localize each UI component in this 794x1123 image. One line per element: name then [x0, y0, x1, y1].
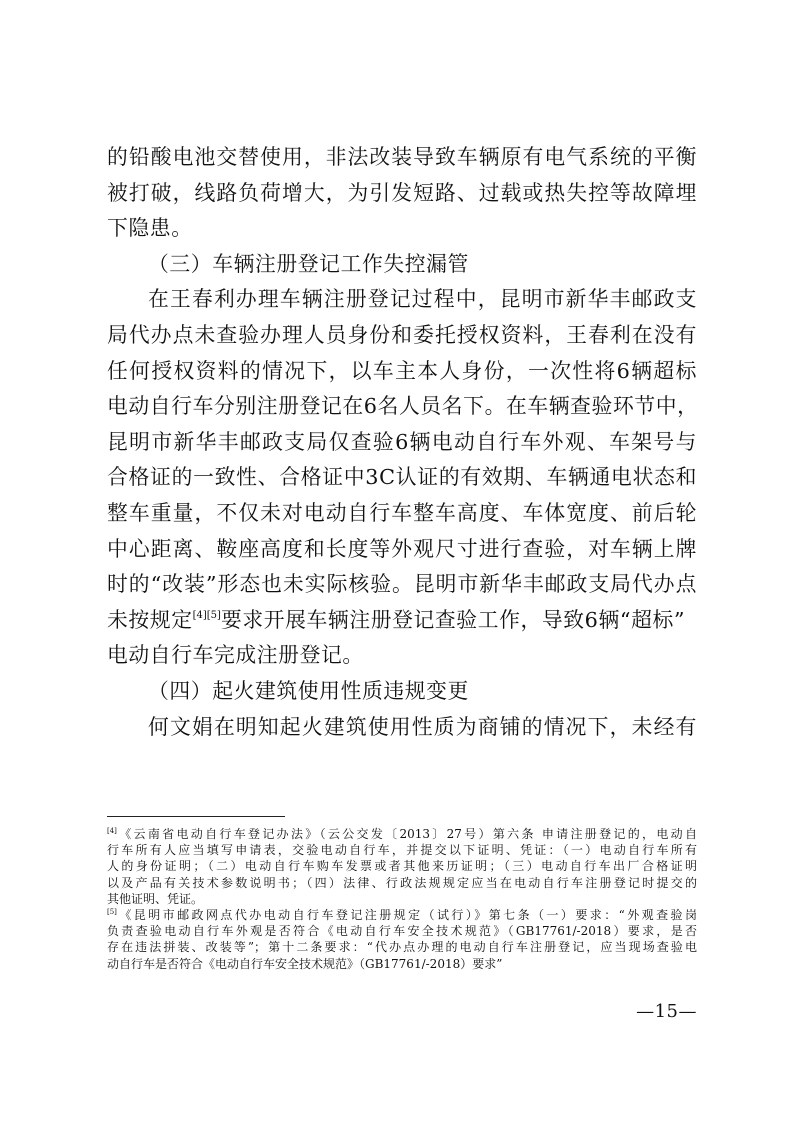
body-text-segment: 要求开展车辆注册登记查验工作，导致6辆“超标”: [220, 607, 686, 632]
footnote-text: 《云南省电动自行车登记办法》（云公交发〔2013〕27号）第六条 申请注册登记的，电动自: [116, 827, 697, 841]
body-paragraph-line: 下隐患。: [107, 216, 193, 241]
footnote-5-line: [107, 907, 697, 923]
body-paragraph-line: 电动自行车分别注册登记在6名人员名下。在车辆查验环节中，: [107, 394, 699, 419]
body-paragraph-line: 被打破，线路负荷增大，为引发短路、过载或热失控等故障埋: [107, 180, 697, 205]
body-paragraph-line: 任何授权资料的情况下，以车主本人身份，一次性将6辆超标: [107, 358, 697, 383]
body-paragraph-line: [107, 603, 697, 639]
body-paragraph-line: 时的“改装”形态也未实际核验。昆明市新华丰邮政支局代办点: [107, 572, 697, 597]
footnote-4-line: 其他证明、凭证。: [107, 891, 204, 906]
section-heading-3: （三）车辆注册登记工作失控漏管: [148, 251, 469, 276]
footnote-5-line: 负责查验电动自行车外观是否符合《电动自行车安全技术规范》（GB17761/-2018）要求，是否: [107, 924, 697, 939]
body-text: [107, 140, 697, 745]
body-paragraph-line: 在王春利办理车辆注册登记过程中，昆明市新华丰邮政支: [148, 287, 697, 312]
body-paragraph-line: 整车重量，不仅未对电动自行车整车高度、车体宽度、前后轮: [107, 500, 697, 525]
footnote-marker: [4]: [107, 827, 117, 835]
body-paragraph-line: 的铅酸电池交替使用，非法改装导致车辆原有电气系统的平衡: [107, 145, 697, 169]
body-paragraph-line: 昆明市新华丰邮政支局仅查验6辆电动自行车外观、车架号与: [107, 429, 697, 454]
body-paragraph-line: 电动自行车完成注册登记。: [107, 643, 364, 668]
body-text-segment: 未按规定: [107, 607, 193, 632]
footnote-text: 《昆明市邮政网点代办电动自行车登记注册规定（试行）》第七条（一）要求：“外观查验岗: [116, 907, 697, 922]
body-paragraph-line: 何文娟在明知起火建筑使用性质为商铺的情况下，未经有: [148, 714, 697, 739]
body-paragraph-line: 局代办点未查验办理人员身份和委托授权资料，王春利在没有: [107, 322, 697, 347]
footnote-5-line: 存在违法拼装、改装等”；第十二条要求：“代办点办理的电动自行车注册登记，应当现场查验电: [107, 940, 697, 955]
footnote-5-line: 动自行车是否符合《电动自行车安全技术规范》（GB17761/-2018）要求”: [107, 956, 503, 971]
footnote-4-line: [107, 826, 697, 842]
page-number: —15—: [636, 1001, 697, 1022]
footnote-reference: [4][5]: [192, 609, 221, 621]
footnote-4-line: 以及产品有关技术参数说明书；（四）法律、行政法规规定应当在电动自行车注册登记时提交的: [107, 875, 697, 890]
footnote-4-line: 人的身份证明；（二）电动自行车购车发票或者其他来历证明；（三）电动自行车出厂合格证明: [107, 859, 697, 874]
footnotes: [107, 826, 697, 972]
section-heading-4: （四）起火建筑使用性质违规变更: [148, 678, 469, 703]
footnote-divider: [107, 816, 285, 817]
footnote-4-line: 行车所有人应当填写申请表，交验电动自行车，并提交以下证明、凭证：（一）电动自行车所有: [107, 843, 697, 858]
footnote-marker: [5]: [107, 907, 117, 916]
body-paragraph-line: 中心距离、鞍座高度和长度等外观尺寸进行查验，对车辆上牌: [107, 536, 697, 561]
body-paragraph-line: 合格证的一致性、合格证中3C认证的有效期、车辆通电状态和: [107, 465, 697, 490]
